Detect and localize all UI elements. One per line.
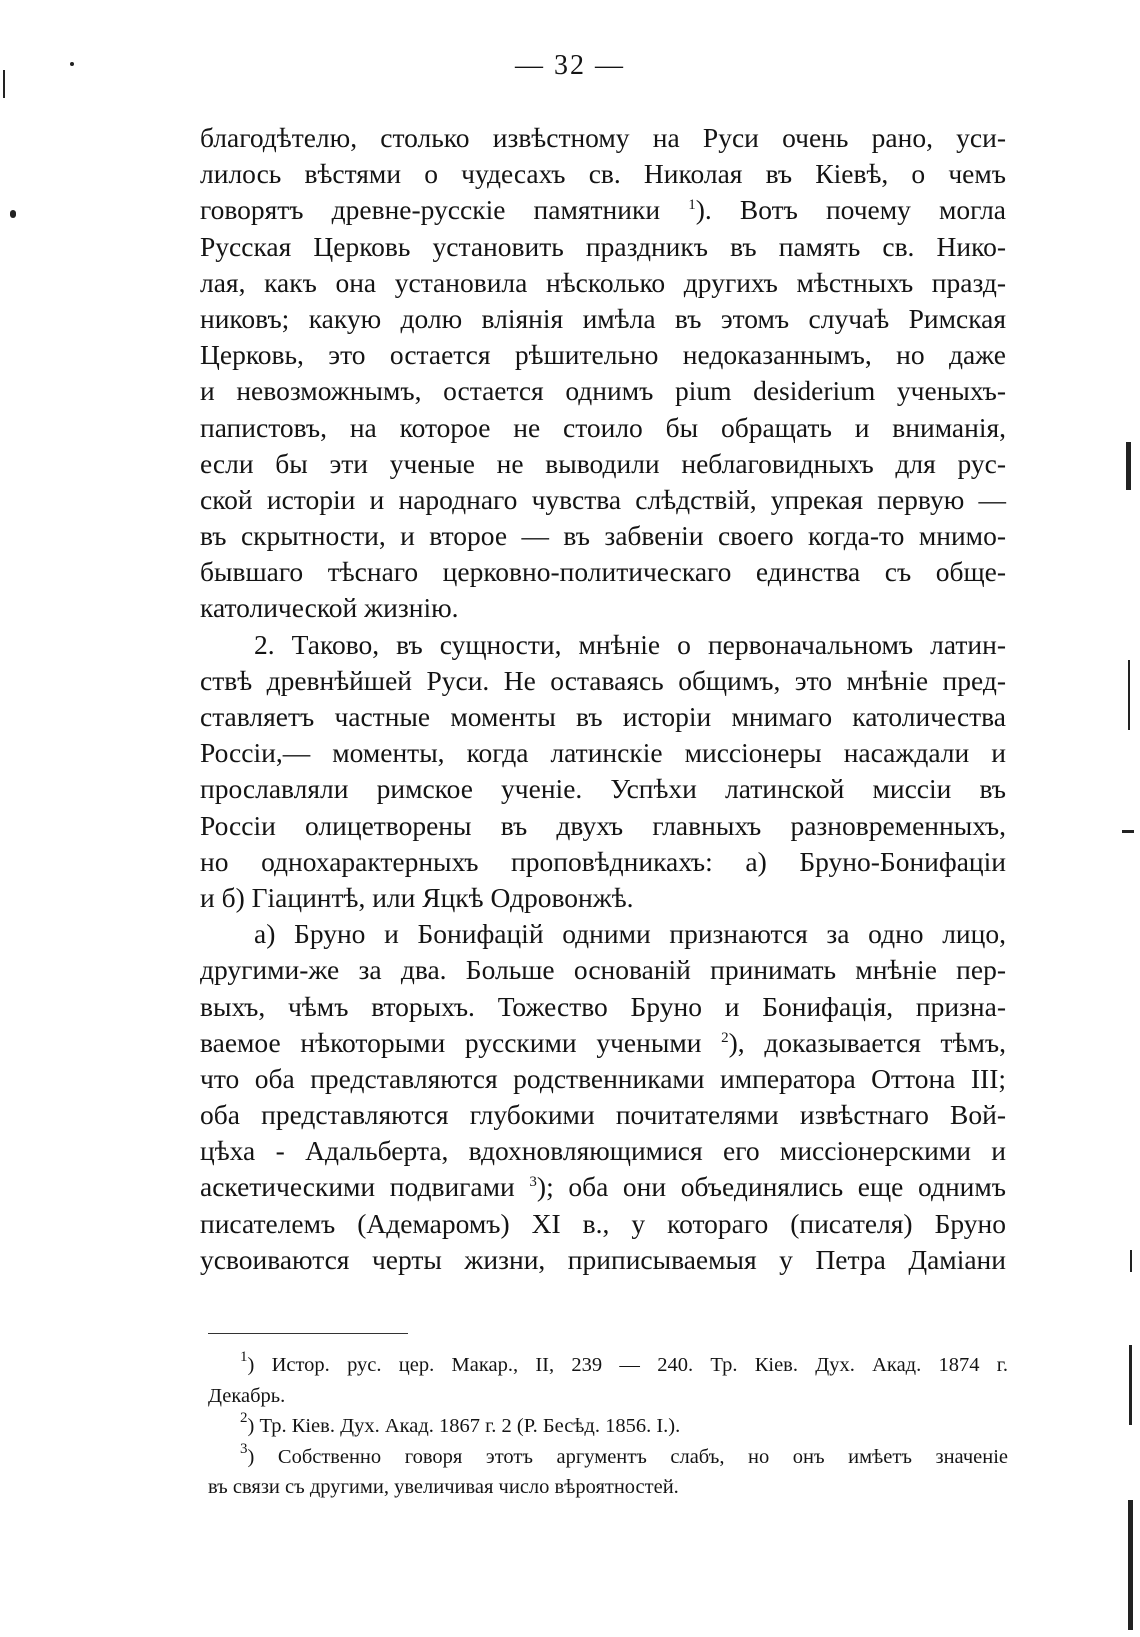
text-line: и невозможнымъ, остается однимъ pium desiderium ученыхъ-	[200, 375, 1006, 407]
footnote-text: ) Истор. рус. цер. Макар., II, 239 — 240. Тр. Кіев. Дух. Акад. 1874 г.	[247, 1354, 1008, 1376]
line-text-tail: ), доказывается тѣмъ,	[728, 1026, 1006, 1058]
footnote-3-continuation: въ связи съ другими, увеличивая число вѣроятностей.	[208, 1476, 679, 1498]
text-line: усвоиваются черты жизни, приписываемыя у Петра Даміани	[200, 1243, 1006, 1275]
text-line: цѣха - Адальберта, вдохновляющимися его миссіонерскими и	[200, 1135, 1006, 1167]
line-text: аскетическими подвигами	[200, 1171, 515, 1203]
line-text: говорятъ древне-русскіе памятники	[200, 194, 661, 226]
footnote-marker-3: 3	[240, 1440, 248, 1457]
text-line: лилось вѣстями о чудесахъ св. Николая въ Кіевѣ, о чемъ	[200, 158, 1006, 190]
footnote-ref-2: 2	[721, 1029, 729, 1046]
line-text: ваемое нѣкоторыми русскими учеными	[200, 1026, 702, 1058]
text-line: писателемъ (Адемаромъ) XI в., у котораго (писателя) Бруно	[200, 1207, 1006, 1239]
text-line: и б) Гіацинтѣ, или Яцкѣ Одровонжѣ.	[200, 881, 634, 913]
line-text-tail: ); оба они объединялись еще однимъ	[536, 1171, 1007, 1203]
paragraph-start-line: 2. Таково, въ сущности, мнѣніе о первоначальномъ латин-	[254, 628, 1006, 660]
footnote-2	[208, 1411, 1008, 1442]
footnote-1	[208, 1350, 1008, 1381]
text-line-with-footnote-ref	[200, 192, 1006, 228]
main-text	[200, 120, 1006, 1278]
text-line: папистовъ, на которое не стоило бы обращать и вниманія,	[200, 411, 1006, 443]
scan-edge-mark	[1128, 660, 1130, 730]
footnote-marker-1: 1	[240, 1349, 248, 1365]
text-line: благодѣтелю, столько извѣстному на Руси очень рано, уси-	[200, 122, 1006, 153]
page-number: — 32 —	[515, 50, 625, 81]
text-line: прославляли римское ученіе. Успѣхи латинской миссіи въ	[200, 773, 1006, 805]
scan-edge-mark	[1128, 1500, 1133, 1630]
scan-edge-mark	[1130, 1250, 1132, 1272]
text-line-with-footnote-ref	[200, 1169, 1006, 1205]
text-line: ствѣ древнѣйшей Руси. Не оставаясь общимъ, это мнѣніе пред-	[200, 664, 1006, 696]
text-line: оба представляются глубокими почитателями извѣстнаго Вой-	[200, 1099, 1006, 1131]
footnotes	[208, 1350, 1008, 1503]
footnote-text: ) Тр. Кіев. Дух. Акад. 1867 г. 2 (Р. Бесѣд. 1856. I.).	[247, 1415, 681, 1437]
text-line: но однохарактерныхъ проповѣдникахъ: а) Бруно-Бонифаціи	[200, 845, 1006, 877]
text-line: выхъ, чѣмъ вторыхъ. Тожество Бруно и Бонифація, призна-	[200, 990, 1006, 1022]
text-line: Церковь, это остается рѣшительно недоказаннымъ, но даже	[200, 339, 1006, 371]
text-line: Русская Церковь установить праздникъ въ память св. Нико-	[200, 230, 1006, 262]
text-line: другими-же за два. Больше основаній принимать мнѣніе пер-	[200, 954, 1006, 986]
text-line: въ скрытности, и второе — въ забвеніи своего когда-то мнимо-	[200, 520, 1006, 552]
line-text-tail: ). Вотъ почему могла	[695, 194, 1006, 226]
footnote-3	[208, 1442, 1008, 1473]
paragraph-start-line: а) Бруно и Бонифацій одними признаются за одно лицо,	[254, 918, 1006, 950]
text-line: католической жизнію.	[200, 592, 459, 624]
text-line-with-footnote-ref	[200, 1025, 1006, 1061]
footnote-separator	[208, 1333, 408, 1334]
scan-edge-mark	[1126, 442, 1131, 490]
scan-edge-mark	[3, 70, 5, 98]
footnote-1-continuation: Декабрь.	[208, 1384, 286, 1407]
text-line: лая, какъ она установила нѣсколько другихъ мѣстныхъ празд-	[200, 266, 1006, 298]
text-line: если бы эти ученые не выводили неблаговидныхъ для рус-	[200, 447, 1006, 479]
scan-edge-mark	[10, 210, 16, 218]
footnote-ref-3: 3	[529, 1174, 537, 1191]
text-line: бывшаго тѣснаго церковно-политическаго единства съ обще-	[200, 556, 1006, 588]
footnote-ref-1: 1	[688, 197, 696, 214]
scan-edge-mark	[70, 62, 74, 66]
text-line: ской исторіи и народнаго чувства слѣдствій, упрекая первую —	[200, 483, 1006, 515]
footnote-marker-2: 2	[240, 1410, 248, 1426]
text-line: Россіи олицетворены въ двухъ главныхъ разновременныхъ,	[200, 809, 1006, 841]
scan-edge-mark	[1129, 1345, 1132, 1425]
text-line: Россіи,— моменты, когда латинскіе миссіонеры насаждали и	[200, 737, 1006, 769]
text-line: ставляетъ частные моменты въ исторіи мнимаго католичества	[200, 701, 1006, 732]
text-line: что оба представляются родственниками императора Оттона III;	[200, 1062, 1006, 1094]
footnote-text: ) Собственно говоря этотъ аргументъ слабъ, но онъ имѣетъ значеніе	[247, 1445, 1008, 1468]
scan-edge-mark	[1122, 830, 1134, 833]
text-line: никовъ; какую долю вліянія имѣла въ этомъ случаѣ Римская	[200, 302, 1006, 334]
